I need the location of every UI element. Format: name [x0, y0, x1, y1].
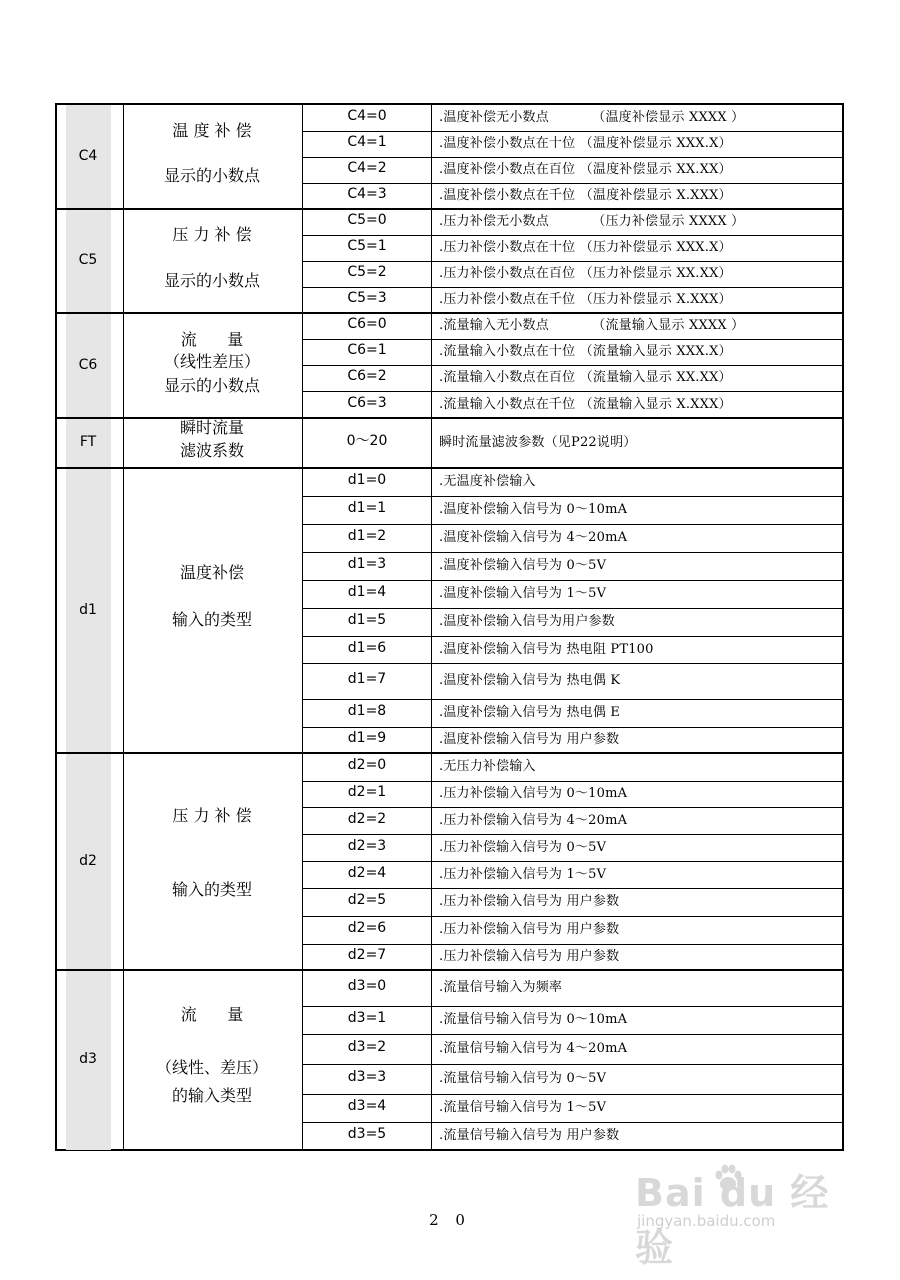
option-value: C6=1 [347, 342, 387, 358]
row-separator [302, 861, 844, 862]
option-value: d1=0 [347, 472, 387, 488]
option-value: d1=1 [347, 500, 387, 516]
option-value: d2=4 [347, 864, 387, 881]
option-value: d1=8 [347, 703, 387, 719]
option-value: d1=2 [347, 528, 387, 544]
parameter-name-line: 温度补偿 [179, 563, 244, 582]
page-number: 2 0 [429, 1211, 471, 1229]
option-value: d2=3 [347, 837, 387, 854]
option-value: C4=3 [347, 186, 387, 202]
option-description: .压力补偿输入信号为 用户参数 [439, 894, 620, 909]
row-separator [302, 888, 844, 889]
option-value: d2=6 [347, 920, 387, 936]
option-description: .流量输入小数点在千位 （流量输入显示 X.XXX） [439, 396, 732, 412]
option-description: .流量信号输入信号为 4～20mA [439, 1041, 628, 1056]
row-separator [302, 727, 844, 728]
option-value: C6=0 [347, 316, 387, 332]
option-description: .温度补偿输入信号为 4～20mA [439, 530, 628, 545]
parameter-name-line: 压 力 补 偿 [172, 806, 252, 825]
option-description: .温度补偿输入信号为 1～5V [439, 586, 607, 601]
option-description: .压力补偿输入信号为 4～20mA [439, 812, 628, 828]
row-separator [302, 1122, 844, 1123]
option-description: .压力补偿无小数点 （压力补偿显示 XXXX ） [439, 214, 745, 229]
option-description: .温度补偿无小数点 （温度补偿显示 XXXX ） [439, 109, 745, 125]
parameter-code: d1 [79, 601, 97, 618]
parameter-name-line: 显示的小数点 [163, 166, 260, 185]
option-description: .压力补偿输入信号为 用户参数 [439, 949, 620, 964]
parameter-name-line: 压 力 补 偿 [172, 225, 252, 244]
option-value: d3=1 [347, 1010, 387, 1026]
option-description: .温度补偿输入信号为 0～10mA [439, 502, 628, 517]
row-separator [302, 916, 844, 917]
option-description: .温度补偿输入信号为 热电偶 E [439, 705, 621, 720]
row-separator [302, 636, 844, 637]
parameter-code: d3 [79, 1051, 97, 1067]
option-value: d2=2 [347, 810, 387, 827]
option-description: .温度补偿输入信号为 用户参数 [439, 732, 620, 747]
option-value: d2=7 [347, 947, 387, 963]
option-value: C4=1 [347, 134, 387, 150]
group-separator [55, 312, 844, 314]
option-description: .温度补偿输入信号为用户参数 [439, 614, 615, 629]
parameter-name-line: 滤波系数 [179, 441, 244, 460]
option-value: d1=6 [347, 639, 387, 656]
group-separator [55, 969, 844, 971]
row-separator [302, 1034, 844, 1035]
option-value: C5=3 [347, 290, 387, 306]
parameter-name-line: 显示的小数点 [163, 376, 260, 395]
watermark-logo-text: Bai du 经验 [635, 1171, 830, 1270]
row-separator [302, 1006, 844, 1007]
parameter-code: d2 [79, 852, 97, 869]
option-description: .温度补偿输入信号为 热电阻 PT100 [439, 641, 654, 657]
row-separator [302, 339, 844, 340]
option-value: C5=2 [347, 264, 387, 280]
option-value: C6=3 [347, 394, 387, 411]
option-value: d3=0 [347, 978, 387, 994]
parameter-code: C4 [78, 147, 98, 164]
option-value: C4=2 [347, 160, 387, 176]
row-separator [302, 552, 844, 553]
row-separator [302, 365, 844, 366]
option-description: .温度补偿小数点在百位 （温度补偿显示 XX.XX） [439, 162, 732, 177]
option-description: .压力补偿小数点在十位 （压力补偿显示 XXX.X） [439, 240, 732, 255]
row-separator [302, 834, 844, 835]
option-value: 0～20 [346, 433, 388, 449]
option-description: .流量信号输入信号为 0～10mA [439, 1012, 628, 1027]
parameter-code: C5 [78, 252, 98, 268]
parameter-name-line: 温 度 补 偿 [172, 121, 252, 140]
option-value: d1=3 [347, 556, 387, 572]
parameter-name-line: 输入的类型 [171, 610, 252, 629]
group-separator [55, 752, 844, 754]
parameter-name-line: 输入的类型 [171, 880, 252, 899]
option-description: .压力补偿输入信号为 用户参数 [439, 922, 620, 937]
group-separator [55, 417, 844, 419]
option-description: .压力补偿输入信号为 0～10mA [439, 786, 628, 801]
option-value: C5=0 [347, 212, 387, 228]
row-separator [302, 807, 844, 808]
option-value: d3=2 [347, 1039, 387, 1055]
group-separator [55, 208, 844, 210]
parameter-name-line: 流 量 [180, 1005, 244, 1024]
option-value: d2=5 [347, 892, 387, 908]
option-description: .压力补偿小数点在千位 （压力补偿显示 X.XXX） [439, 292, 732, 307]
option-description: .温度补偿小数点在十位 （温度补偿显示 XXX.X） [439, 136, 732, 151]
parameter-name-line: 显示的小数点 [163, 271, 260, 290]
row-separator [302, 235, 844, 236]
option-description: .流量信号输入为频率 [439, 980, 563, 995]
option-value: d1=9 [347, 730, 387, 746]
row-separator [302, 261, 844, 262]
row-separator [302, 183, 844, 184]
row-separator [302, 608, 844, 609]
row-separator [302, 391, 844, 392]
row-separator [302, 287, 844, 288]
option-description: .无压力补偿输入 [439, 759, 536, 774]
row-separator [302, 524, 844, 525]
option-description: .流量输入无小数点 （流量输入显示 XXXX ） [439, 318, 745, 333]
option-value: d2=0 [347, 757, 387, 773]
option-description: .流量输入小数点在百位 （流量输入显示 XX.XX） [439, 370, 732, 385]
option-description: .温度补偿输入信号为 热电偶 K [439, 673, 621, 688]
option-description: .无温度补偿输入 [439, 474, 536, 489]
option-description: .温度补偿输入信号为 0～5V [439, 558, 607, 573]
baidu-jingyan-watermark [635, 1162, 845, 1270]
option-value: d1=5 [347, 612, 387, 628]
option-description: .压力补偿输入信号为 0～5V [439, 839, 607, 855]
option-value: C4=0 [347, 107, 387, 124]
option-value: C5=1 [347, 238, 387, 254]
row-separator [302, 496, 844, 497]
row-separator [302, 580, 844, 581]
option-value: d3=4 [347, 1098, 387, 1114]
option-description: .流量输入小数点在十位 （流量输入显示 XXX.X） [439, 344, 732, 359]
option-value: d2=1 [347, 784, 387, 800]
parameter-name-line: （线性差压） [163, 352, 260, 371]
option-description: .压力补偿小数点在百位 （压力补偿显示 XX.XX） [439, 266, 732, 281]
parameter-name-line: 流 量 [180, 330, 244, 349]
row-separator [302, 157, 844, 158]
group-separator [55, 467, 844, 469]
watermark-url: jingyan.baidu.com [637, 1212, 776, 1230]
row-separator [302, 1064, 844, 1065]
row-separator [302, 663, 844, 664]
row-separator [302, 699, 844, 700]
option-value: d1=7 [347, 671, 387, 687]
row-separator [302, 131, 844, 132]
parameter-code: C6 [78, 356, 98, 373]
parameter-code: FT [79, 434, 97, 450]
option-description: .流量信号输入信号为 1～5V [439, 1100, 607, 1115]
parameter-name-line: （线性、差压） [155, 1058, 268, 1077]
option-description: .压力补偿输入信号为 1～5V [439, 866, 607, 882]
parameter-name-line: 的输入类型 [171, 1086, 252, 1105]
option-value: d1=4 [347, 584, 387, 600]
option-value: d3=5 [347, 1126, 387, 1142]
row-separator [302, 781, 844, 782]
parameter-name-line: 瞬时流量 [179, 418, 244, 437]
option-description: 瞬时流量滤波参数（见P22说明） [439, 435, 637, 450]
row-separator [302, 1094, 844, 1095]
option-description: .流量信号输入信号为 0～5V [439, 1071, 607, 1086]
row-separator [302, 944, 844, 945]
option-value: d3=3 [347, 1069, 387, 1085]
option-description: .流量信号输入信号为 用户参数 [439, 1128, 620, 1143]
option-description: .温度补偿小数点在千位 （温度补偿显示 X.XXX） [439, 188, 732, 203]
option-value: C6=2 [347, 368, 387, 384]
